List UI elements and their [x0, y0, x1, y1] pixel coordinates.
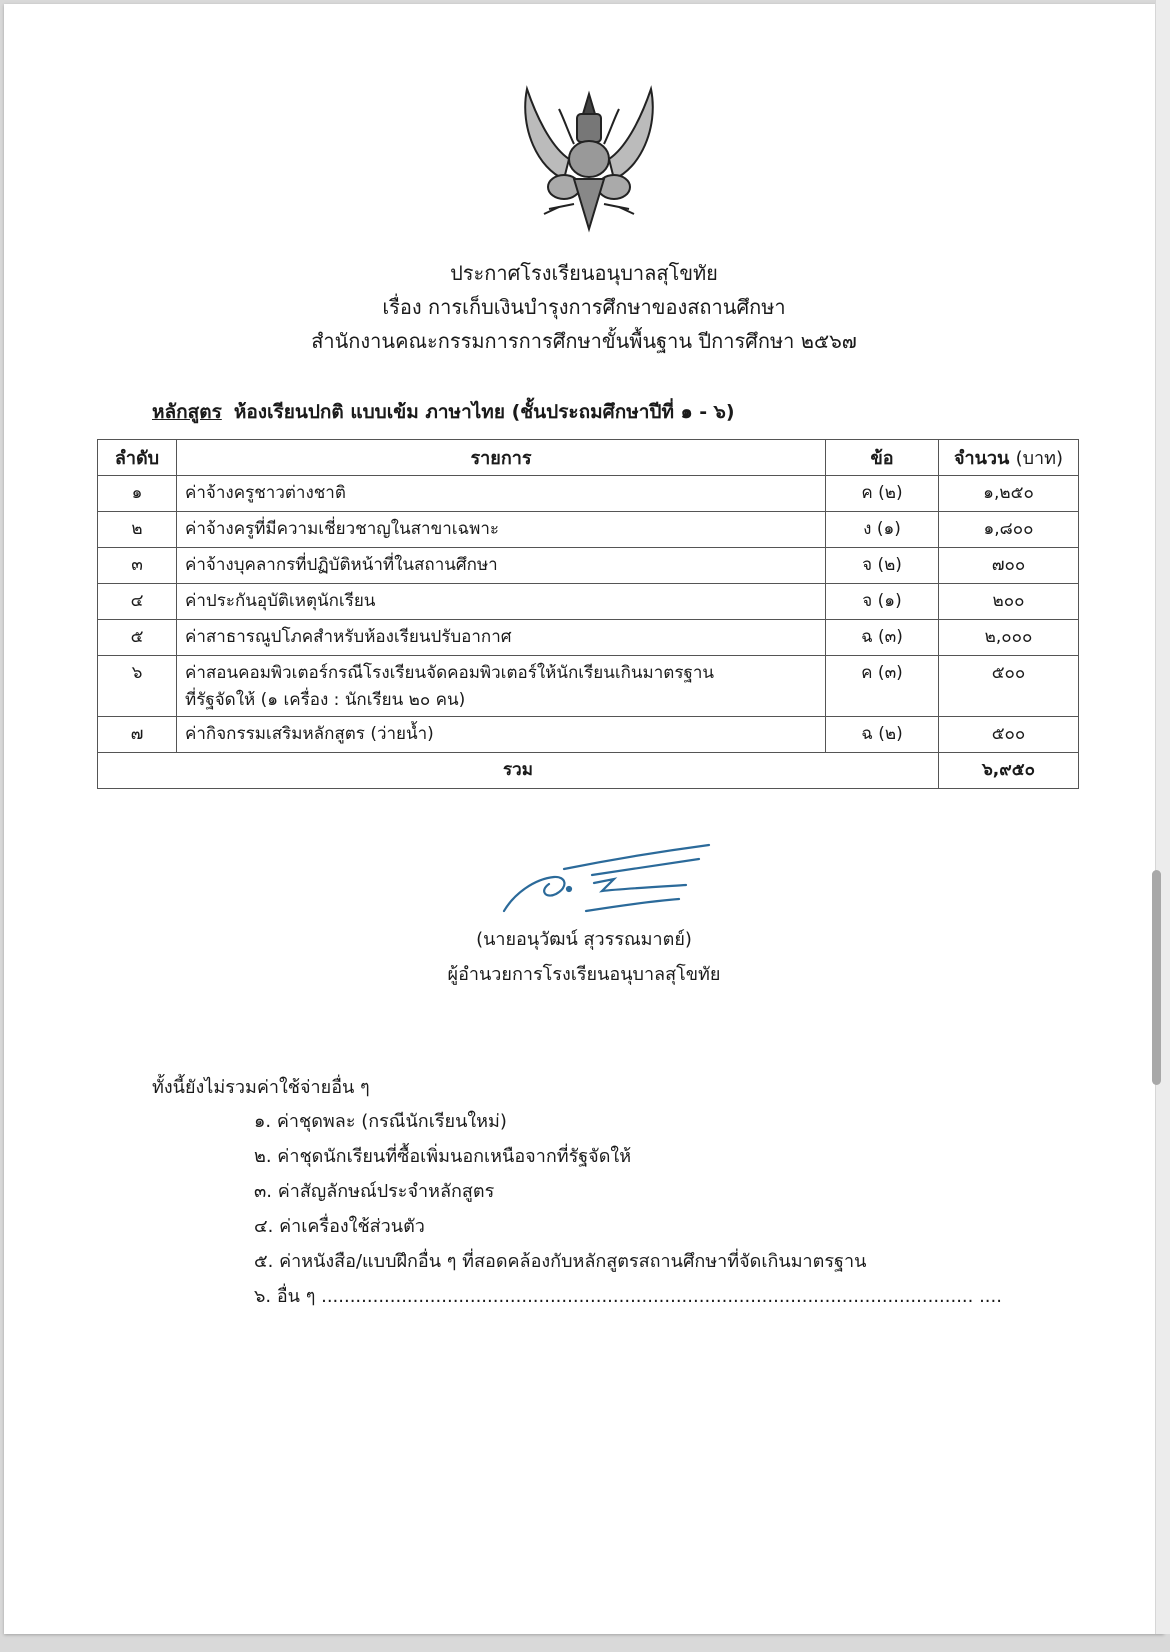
row-no: ๗: [98, 717, 177, 753]
garuda-emblem-icon: [519, 79, 659, 239]
row-no: ๔: [98, 584, 177, 620]
row-amount: ๑,๒๕๐: [939, 476, 1079, 512]
row-amount: ๕๐๐: [939, 656, 1079, 717]
row-amount: ๒๐๐: [939, 584, 1079, 620]
row-no: ๒: [98, 512, 177, 548]
row-clause: ค (๒): [826, 476, 939, 512]
row-clause: ฉ (๓): [826, 620, 939, 656]
row-clause: จ (๑): [826, 584, 939, 620]
header-item: รายการ: [177, 440, 826, 476]
header-amount-unit: (บาท): [1015, 448, 1064, 469]
notes-list: [254, 1104, 1002, 1314]
row-no: ๑: [98, 476, 177, 512]
note-item: ๓. ค่าสัญลักษณ์ประจำหลักสูตร: [254, 1181, 495, 1202]
note-item: ๕. ค่าหนังสือ/แบบฝึกอื่น ๆ ที่สอดคล้องกับหลักสูตรสถานศึกษาที่จัดเกินมาตรฐาน: [254, 1251, 867, 1272]
row-no: ๕: [98, 620, 177, 656]
note-item: ๒. ค่าชุดนักเรียนที่ซื้อเพิ่มนอกเหนือจากที่รัฐจัดให้: [254, 1146, 632, 1167]
notes-title: ทั้งนี้ยังไม่รวมค่าใช้จ่ายอื่น ๆ: [152, 1077, 370, 1098]
row-clause: ง (๑): [826, 512, 939, 548]
total-row: [98, 753, 1079, 789]
row-item-line-2: ที่รัฐจัดให้ (๑ เครื่อง : นักเรียน ๒๐ คน): [185, 690, 466, 710]
total-label: รวม: [98, 753, 939, 789]
row-amount: ๗๐๐: [939, 548, 1079, 584]
table-row: [98, 620, 1079, 656]
table-row: [98, 584, 1079, 620]
note-item: ๑. ค่าชุดพละ (กรณีนักเรียนใหม่): [254, 1111, 507, 1132]
scrollbar-track[interactable]: [1155, 0, 1170, 1634]
row-item: [177, 656, 826, 717]
table-row: [98, 656, 1079, 717]
row-item-line: ค่าจ้างครูที่มีความเชี่ยวชาญในสาขาเฉพาะ: [185, 519, 500, 539]
curriculum-label: หลักสูตร: [152, 401, 222, 423]
fee-table: [97, 439, 1079, 789]
row-item-line: ค่าจ้างครูชาวต่างชาติ: [185, 483, 346, 503]
row-item-line: ค่าสอนคอมพิวเตอร์กรณีโรงเรียนจัดคอมพิวเตอร์ให้นักเรียนเกินมาตรฐาน: [185, 663, 715, 683]
note-item: ๔. ค่าเครื่องใช้ส่วนตัว: [254, 1216, 425, 1237]
table-header-row: [98, 440, 1079, 476]
header-no: ลำดับ: [98, 440, 177, 476]
note-item: ๖. อื่น ๆ .................................................................................................................. ....: [254, 1286, 1002, 1307]
announcement-title: [4, 256, 1164, 358]
row-amount: ๒,๐๐๐: [939, 620, 1079, 656]
row-amount: ๑,๘๐๐: [939, 512, 1079, 548]
table-row: [98, 548, 1079, 584]
scrollbar-thumb[interactable]: [1152, 870, 1161, 1085]
signature-icon: [494, 839, 734, 919]
row-clause: ฉ (๒): [826, 717, 939, 753]
table-row: [98, 717, 1079, 753]
curriculum-text: ห้องเรียนปกติ แบบเข้ม ภาษาไทย (ชั้นประถมศึกษาปีที่ ๑ - ๖): [233, 401, 735, 423]
row-no: ๓: [98, 548, 177, 584]
title-line-3: สำนักงานคณะกรรมการการศึกษาขั้นพื้นฐาน ปีการศึกษา ๒๕๖๗: [311, 329, 857, 353]
document-page: [4, 4, 1164, 1634]
row-item-line: ค่าประกันอุบัติเหตุนักเรียน: [185, 591, 376, 611]
row-item: [177, 548, 826, 584]
row-amount: ๕๐๐: [939, 717, 1079, 753]
title-line-1: ประกาศโรงเรียนอนุบาลสุโขทัย: [450, 261, 718, 285]
header-amount-label: จำนวน: [953, 448, 1010, 469]
row-item-line: ค่าจ้างบุคลากรที่ปฏิบัติหน้าที่ในสถานศึกษา: [185, 555, 498, 575]
row-item-line: ค่าสาธารณูปโภคสำหรับห้องเรียนปรับอากาศ: [185, 627, 512, 647]
row-item: [177, 584, 826, 620]
row-no: ๖: [98, 656, 177, 717]
curriculum-heading: [152, 397, 735, 427]
signer-name: (นายอนุวัฒน์ สุวรรณมาตย์): [476, 929, 692, 950]
row-clause: จ (๒): [826, 548, 939, 584]
row-item: [177, 717, 826, 753]
total-amount: ๖,๙๕๐: [939, 753, 1079, 789]
row-item-line: ค่ากิจกรรมเสริมหลักสูตร (ว่ายน้ำ): [185, 724, 434, 744]
title-line-2: เรื่อง การเก็บเงินบำรุงการศึกษาของสถานศึกษา: [382, 295, 786, 319]
signer-position: ผู้อำนวยการโรงเรียนอนุบาลสุโขทัย: [447, 964, 721, 985]
row-clause: ค (๓): [826, 656, 939, 717]
header-clause: ข้อ: [826, 440, 939, 476]
row-item: [177, 620, 826, 656]
table-row: [98, 512, 1079, 548]
header-amount: [939, 440, 1079, 476]
table-row: [98, 476, 1079, 512]
row-item: [177, 476, 826, 512]
row-item: [177, 512, 826, 548]
